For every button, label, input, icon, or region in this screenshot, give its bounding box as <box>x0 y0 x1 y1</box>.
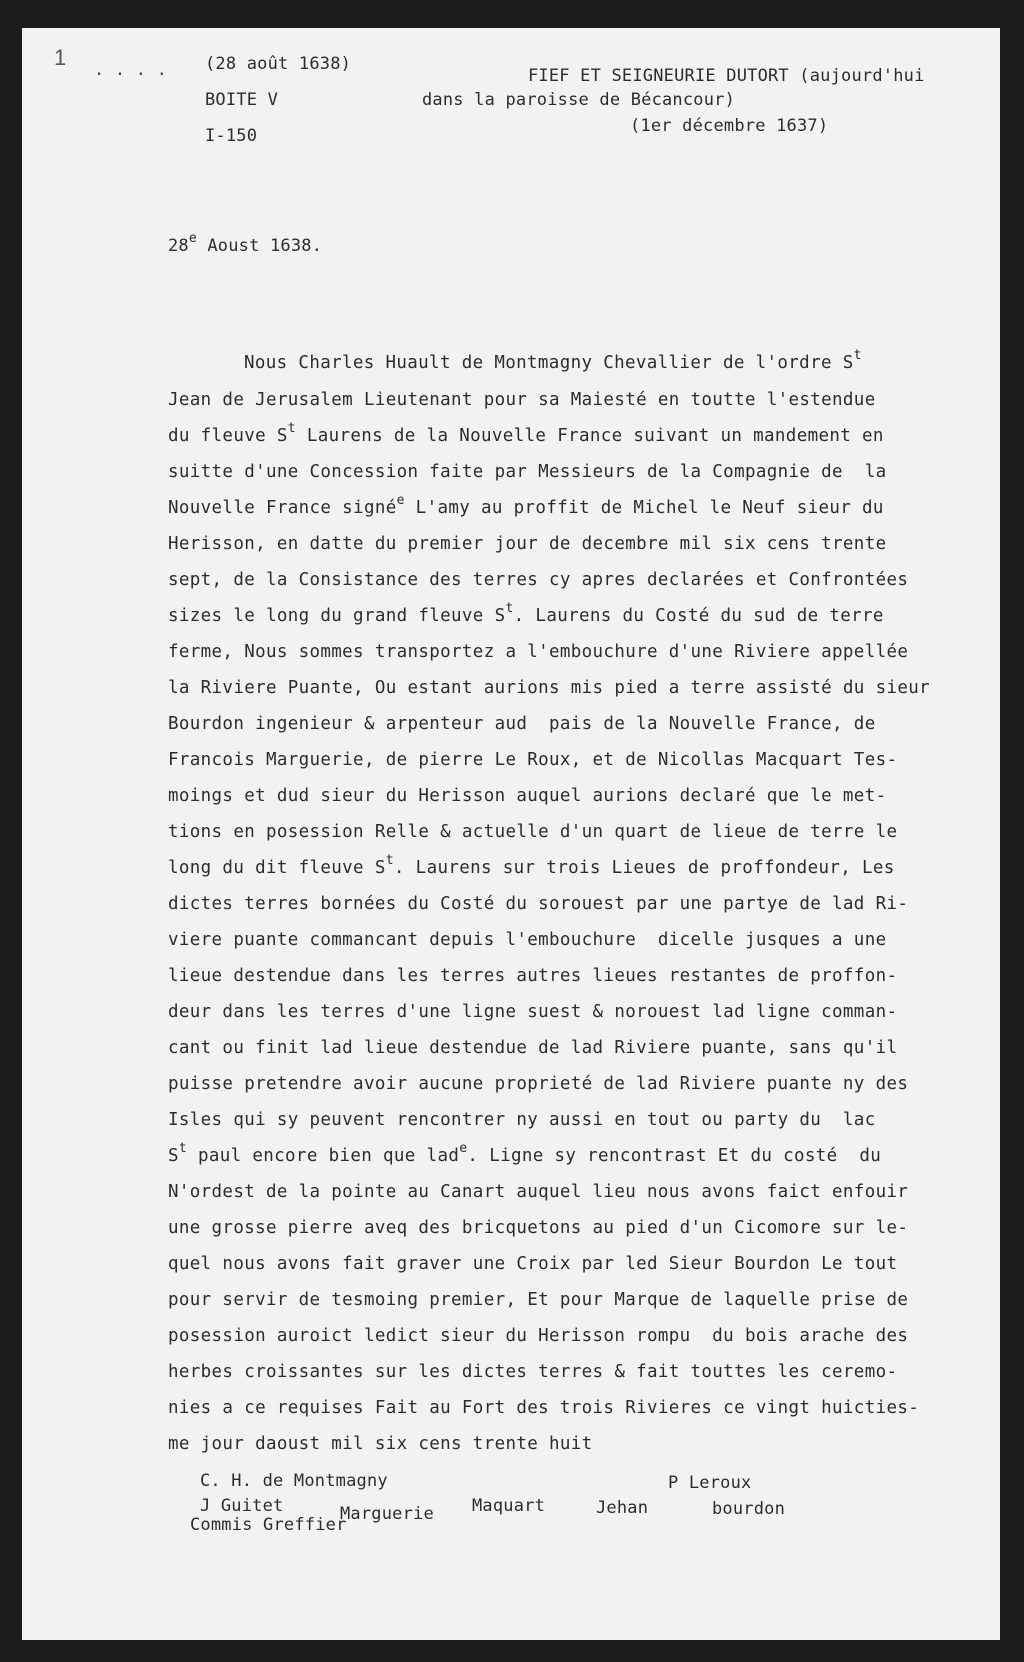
body-text: sizes le long du grand fleuve S <box>168 606 506 626</box>
signature-commis: Commis Greffier <box>190 1515 347 1535</box>
body-line-19: deur dans les terres d'une ligne suest & norouest lad ligne comman- <box>168 1002 898 1022</box>
body-text: . Laurens sur trois Lieues de proffondeur, Les <box>393 858 895 878</box>
body-line-2: Jean de Jerusalem Lieutenant pour sa Maiesté en toutte l'estendue <box>168 390 876 410</box>
body-line-24: N'ordest de la pointe au Canart auquel lieu nous avons faict enfouir <box>168 1182 909 1202</box>
document-page <box>22 28 1000 1640</box>
body-line-3 <box>168 421 884 448</box>
leader-dots: . . . . <box>94 60 168 80</box>
body-line-10: la Riviere Puante, Ou estant aurions mis pied a terre assisté du sieur <box>168 678 931 698</box>
body-line-29: herbes croissantes sur les dictes terres & fait touttes les ceremo- <box>168 1362 898 1382</box>
signature-jehan: Jehan <box>596 1498 649 1518</box>
body-line-26: quel nous avons fait graver une Croix par led Sieur Bourdon Le tout <box>168 1254 898 1274</box>
body-line-16: dictes terres bornées du Costé du sorouest par une partye de lad Ri- <box>168 894 909 914</box>
body-text: long du dit fleuve S <box>168 858 386 878</box>
body-line-6: Herisson, en datte du premier jour de decembre mil six cens trente <box>168 534 887 554</box>
date-rest: Aoust 1638. <box>196 236 323 256</box>
body-text: . Laurens du Costé du sud de terre <box>513 606 884 626</box>
body-line-8 <box>168 601 884 628</box>
superscript: t <box>853 348 862 363</box>
signature-bourdon: bourdon <box>712 1499 786 1519</box>
body-text: du fleuve S <box>168 426 288 446</box>
body-line-4: suitte d'une Concession faite par Messieurs de la Compagnie de la <box>168 462 887 482</box>
body-text: S <box>168 1146 179 1166</box>
superscript: e <box>459 1141 468 1156</box>
superscript: t <box>287 421 296 436</box>
body-text: Nous Charles Huault de Montmagny Chevallier de l'ordre S <box>244 353 854 373</box>
signature-leroux: P Leroux <box>668 1473 752 1493</box>
body-text: paul encore bien que lad <box>187 1146 460 1166</box>
superscript: e <box>396 493 405 508</box>
body-line-7: sept, de la Consistance des terres cy apres declarées et Confrontées <box>168 570 909 590</box>
header-date: (28 août 1638) <box>205 54 352 74</box>
superscript: t <box>385 853 394 868</box>
body-line-15 <box>168 853 895 880</box>
signature-maquart: Maquart <box>472 1496 546 1516</box>
body-line-25: une grosse pierre aveq des bricquetons au pied d'un Cicomore sur le- <box>168 1218 909 1238</box>
body-line-22: Isles qui sy peuvent rencontrer ny aussi en tout ou party du lac <box>168 1110 876 1130</box>
body-line-11: Bourdon ingenieur & arpenteur aud pais de la Nouvelle France, de <box>168 714 876 734</box>
body-line-27: pour servir de tesmoing premier, Et pour Marque de laquelle prise de <box>168 1290 909 1310</box>
page-number: 1 <box>54 45 67 70</box>
document-date <box>168 231 323 258</box>
superscript: t <box>505 601 514 616</box>
body-text: . Ligne sy rencontrast Et du costé du <box>467 1146 882 1166</box>
signature-montmagny: C. H. de Montmagny <box>200 1471 388 1491</box>
superscript: t <box>178 1141 188 1156</box>
document-title-line2: dans la paroisse de Bécancour) <box>422 90 736 110</box>
body-text: L'amy au proffit de Michel le Neuf sieur du <box>404 498 884 518</box>
document-title: FIEF ET SEIGNEURIE DUTORT (aujourd'hui <box>528 66 925 86</box>
body-text: Nouvelle France signé <box>168 498 397 518</box>
body-line-9: ferme, Nous sommes transportez a l'embouchure d'une Riviere appellée <box>168 642 909 662</box>
date-day: 28 <box>168 236 189 256</box>
body-line-18: lieue destendue dans les terres autres lieues restantes de proffon- <box>168 966 898 986</box>
body-line-17: viere puante commancant depuis l'embouchure dicelle jusques a une <box>168 930 887 950</box>
body-line-13: moings et dud sieur du Herisson auquel aurions declaré que le met- <box>168 786 887 806</box>
body-line-23 <box>168 1141 882 1168</box>
signature-guitet: J Guitet <box>200 1496 284 1516</box>
document-title-date: (1er décembre 1637) <box>630 116 829 136</box>
body-line-30: nies a ce requises Fait au Fort des trois Rivieres ce vingt huicties- <box>168 1398 920 1418</box>
body-line-12: Francois Marguerie, de pierre Le Roux, et de Nicollas Macquart Tes- <box>168 750 898 770</box>
body-line-21: puisse pretendre avoir aucune proprieté de lad Riviere puante ny des <box>168 1074 909 1094</box>
body-line-14: tions en posession Relle & actuelle d'un quart de lieue de terre le <box>168 822 898 842</box>
body-line-31: me jour daoust mil six cens trente huit <box>168 1434 593 1454</box>
body-line-28: posession auroict ledict sieur du Herisson rompu du bois arache des <box>168 1326 909 1346</box>
body-line-20: cant ou finit lad lieue destendue de lad Riviere puante, sans qu'il <box>168 1038 898 1058</box>
body-line-1 <box>244 348 862 375</box>
body-line-5 <box>168 493 884 520</box>
date-sup: e <box>188 231 197 246</box>
header-box: BOITE V <box>205 90 279 110</box>
signature-marguerie: Marguerie <box>340 1504 434 1524</box>
body-text: Laurens de la Nouvelle France suivant un mandement en <box>295 426 884 446</box>
header-ref: I-150 <box>205 126 258 146</box>
